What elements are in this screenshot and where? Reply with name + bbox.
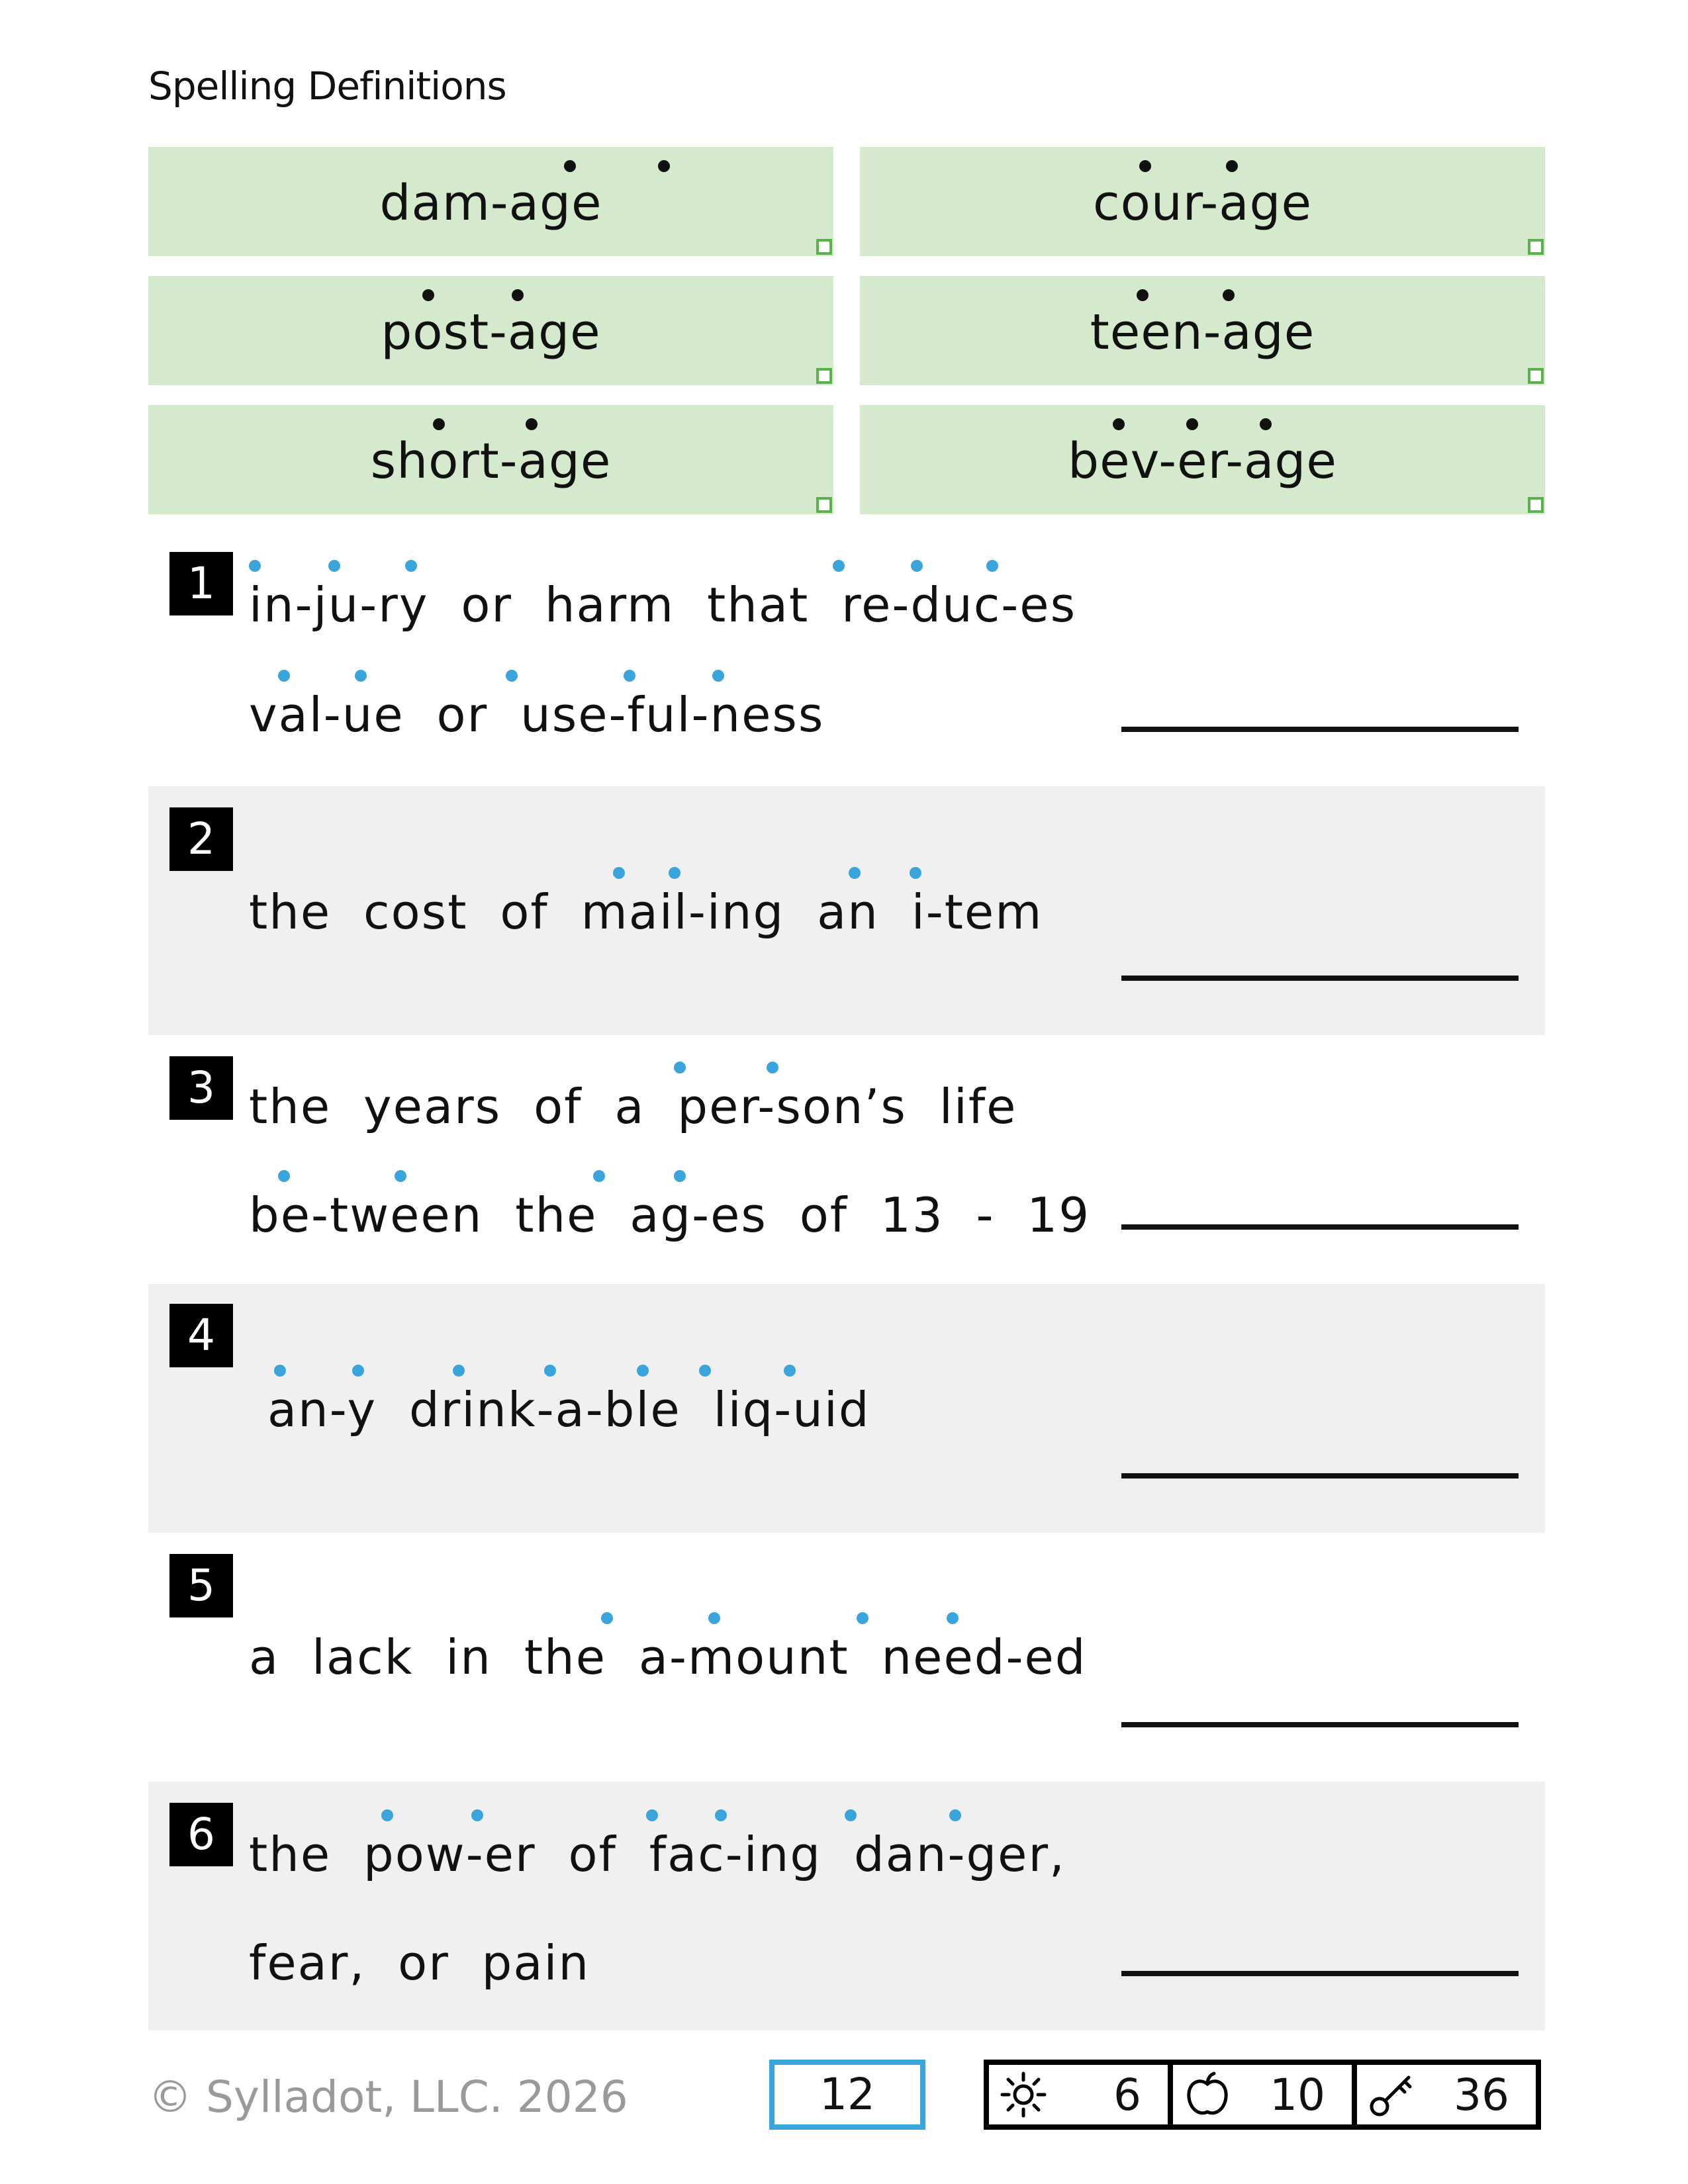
word-bank-word: teen-age bbox=[1090, 304, 1315, 361]
definition-line: be-tween the ag-es of 13 - 19 bbox=[249, 1187, 1091, 1243]
sun-icon bbox=[997, 2068, 1050, 2121]
answer-line[interactable] bbox=[1121, 1722, 1519, 1727]
definition-line: fear, or pain bbox=[249, 1935, 590, 1991]
syllable-dot bbox=[601, 1612, 613, 1624]
item-number: 6 bbox=[169, 1803, 233, 1866]
syllable-dot bbox=[849, 867, 861, 879]
word-bank-item bbox=[860, 405, 1545, 514]
checkbox[interactable] bbox=[1528, 497, 1544, 513]
word-bank-word: dam-age bbox=[379, 175, 602, 232]
syllable-dot bbox=[699, 1365, 711, 1377]
syllable-dot bbox=[845, 1809, 857, 1821]
syllable-dot bbox=[1113, 418, 1125, 430]
syllable-dot bbox=[422, 289, 434, 301]
syllable-dot bbox=[669, 867, 680, 879]
key-icon bbox=[1365, 2068, 1418, 2121]
word-bank-item bbox=[148, 405, 833, 514]
word-bank-word: short-age bbox=[370, 433, 612, 490]
syllable-dot bbox=[708, 1612, 720, 1624]
answer-line[interactable] bbox=[1121, 1473, 1519, 1479]
syllable-dot bbox=[1260, 418, 1272, 430]
definition-line: an-y drink-a-ble liq-uid bbox=[267, 1382, 870, 1437]
syllable-dot bbox=[381, 1809, 393, 1821]
syllable-dot bbox=[986, 560, 998, 572]
syllable-dot bbox=[857, 1612, 868, 1624]
syllable-dot bbox=[564, 160, 576, 172]
syllable-dot bbox=[1226, 160, 1238, 172]
syllable-dot bbox=[712, 670, 724, 682]
word-bank-item bbox=[148, 276, 833, 385]
syllable-dot bbox=[833, 560, 845, 572]
syllable-dot bbox=[947, 1612, 959, 1624]
stat-sun bbox=[989, 2065, 1168, 2124]
syllable-dot bbox=[453, 1365, 465, 1377]
checkbox[interactable] bbox=[1528, 368, 1544, 384]
definition-item bbox=[148, 1533, 1545, 1782]
syllable-dot bbox=[544, 1365, 556, 1377]
syllable-dot bbox=[352, 1365, 364, 1377]
syllable-dot bbox=[1223, 289, 1235, 301]
stat-key bbox=[1352, 2065, 1536, 2124]
item-number: 4 bbox=[169, 1304, 233, 1367]
word-bank-item bbox=[860, 276, 1545, 385]
checkbox[interactable] bbox=[816, 497, 832, 513]
apple-icon bbox=[1181, 2068, 1234, 2121]
syllable-dot bbox=[910, 867, 921, 879]
syllable-dot bbox=[715, 1809, 727, 1821]
word-bank-word: post-age bbox=[381, 304, 601, 361]
page-number: 12 bbox=[769, 2060, 925, 2130]
definition-item bbox=[148, 1035, 1545, 1284]
word-bank-word: bev-er-age bbox=[1068, 433, 1337, 490]
copyright-text: © Sylladot, LLC. 2026 bbox=[148, 2071, 628, 2122]
syllable-dot bbox=[911, 560, 923, 572]
answer-line[interactable] bbox=[1121, 1224, 1519, 1230]
definition-item bbox=[148, 1782, 1545, 2030]
syllable-dot bbox=[355, 670, 367, 682]
syllable-dot bbox=[278, 670, 290, 682]
checkbox[interactable] bbox=[816, 239, 832, 255]
definition-line: the cost of mail-ing an i-tem bbox=[249, 884, 1043, 940]
answer-line[interactable] bbox=[1121, 976, 1519, 981]
syllable-dot bbox=[278, 1170, 290, 1182]
definition-line: a lack in the a-mount need-ed bbox=[249, 1629, 1087, 1685]
syllable-dot bbox=[637, 1365, 649, 1377]
word-bank-word: cour-age bbox=[1092, 175, 1313, 232]
word-bank-item bbox=[860, 147, 1545, 256]
checkbox[interactable] bbox=[1528, 239, 1544, 255]
syllable-dot bbox=[471, 1809, 483, 1821]
syllable-dot bbox=[249, 560, 261, 572]
word-bank-item bbox=[148, 147, 833, 256]
syllable-dot bbox=[593, 1170, 605, 1182]
syllable-dot bbox=[674, 1062, 686, 1073]
syllable-dot bbox=[328, 560, 340, 572]
stat-value: 6 bbox=[1113, 2069, 1141, 2120]
stat-value: 10 bbox=[1270, 2069, 1325, 2120]
answer-line[interactable] bbox=[1121, 727, 1519, 732]
syllable-dot bbox=[405, 560, 417, 572]
stat-apple bbox=[1168, 2065, 1352, 2124]
syllable-dot bbox=[506, 670, 518, 682]
definition-line: the years of a per-son’s life bbox=[249, 1079, 1017, 1134]
definition-line: val-ue or use-ful-ness bbox=[249, 687, 825, 743]
syllable-dot bbox=[767, 1062, 778, 1073]
stats-bar bbox=[984, 2060, 1541, 2130]
stat-value: 36 bbox=[1454, 2069, 1509, 2120]
syllable-dot bbox=[674, 1170, 686, 1182]
answer-line[interactable] bbox=[1121, 1971, 1519, 1976]
checkbox[interactable] bbox=[816, 368, 832, 384]
page-title: Spelling Definitions bbox=[148, 64, 506, 109]
syllable-dot bbox=[1139, 160, 1151, 172]
item-number: 1 bbox=[169, 552, 233, 615]
syllable-dot bbox=[1186, 418, 1198, 430]
syllable-dot bbox=[613, 867, 625, 879]
definition-item bbox=[148, 537, 1545, 786]
item-number: 2 bbox=[169, 807, 233, 871]
syllable-dot bbox=[658, 160, 670, 172]
definition-line: in-ju-ry or harm that re-duc-es bbox=[249, 577, 1077, 633]
syllable-dot bbox=[526, 418, 538, 430]
syllable-dot bbox=[1137, 289, 1149, 301]
syllable-dot bbox=[433, 418, 445, 430]
syllable-dot bbox=[624, 670, 635, 682]
syllable-dot bbox=[512, 289, 524, 301]
word-bank bbox=[148, 147, 1545, 514]
item-number: 3 bbox=[169, 1056, 233, 1120]
item-number: 5 bbox=[169, 1554, 233, 1617]
syllable-dot bbox=[395, 1170, 406, 1182]
syllable-dot bbox=[784, 1365, 796, 1377]
syllable-dot bbox=[646, 1809, 658, 1821]
definition-line: the pow-er of fac-ing dan-ger, bbox=[249, 1827, 1066, 1882]
definition-item bbox=[148, 786, 1545, 1035]
syllable-dot bbox=[949, 1809, 961, 1821]
definition-item bbox=[148, 1284, 1545, 1533]
syllable-dot bbox=[274, 1365, 286, 1377]
